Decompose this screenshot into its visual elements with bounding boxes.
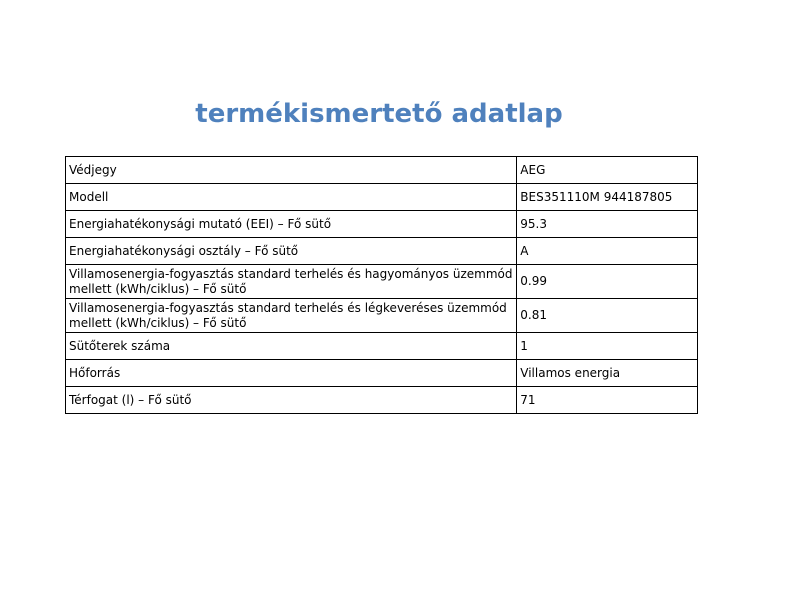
table-row bbox=[66, 360, 698, 387]
row-value: Villamos energia bbox=[517, 360, 698, 387]
row-value: 0.81 bbox=[517, 299, 698, 333]
row-label: Energiahatékonysági mutató (EEI) – Fő sütő bbox=[66, 211, 517, 238]
row-label: Védjegy bbox=[66, 157, 517, 184]
row-label: Villamosenergia-fogyasztás standard terhelés és hagyományos üzemmód mellett (kWh/ciklus) – Fő sütő bbox=[66, 265, 517, 299]
row-value: AEG bbox=[517, 157, 698, 184]
table-row bbox=[66, 211, 698, 238]
row-value: 1 bbox=[517, 333, 698, 360]
product-spec-table bbox=[65, 156, 698, 414]
row-value: 71 bbox=[517, 387, 698, 414]
page-title: termékismertető adatlap bbox=[195, 99, 563, 129]
row-value: A bbox=[517, 238, 698, 265]
table-row bbox=[66, 299, 698, 333]
row-label: Hőforrás bbox=[66, 360, 517, 387]
row-value: 95.3 bbox=[517, 211, 698, 238]
row-label: Modell bbox=[66, 184, 517, 211]
row-value: BES351110M 944187805 bbox=[517, 184, 698, 211]
row-label: Energiahatékonysági osztály – Fő sütő bbox=[66, 238, 517, 265]
row-value: 0.99 bbox=[517, 265, 698, 299]
table-row bbox=[66, 387, 698, 414]
table-row bbox=[66, 184, 698, 211]
table-row bbox=[66, 157, 698, 184]
table-row bbox=[66, 333, 698, 360]
table-row bbox=[66, 265, 698, 299]
row-label: Térfogat (l) – Fő sütő bbox=[66, 387, 517, 414]
row-label: Sütőterek száma bbox=[66, 333, 517, 360]
table-row bbox=[66, 238, 698, 265]
row-label: Villamosenergia-fogyasztás standard terhelés és légkeveréses üzemmód mellett (kWh/ciklus) – Fő sütő bbox=[66, 299, 517, 333]
